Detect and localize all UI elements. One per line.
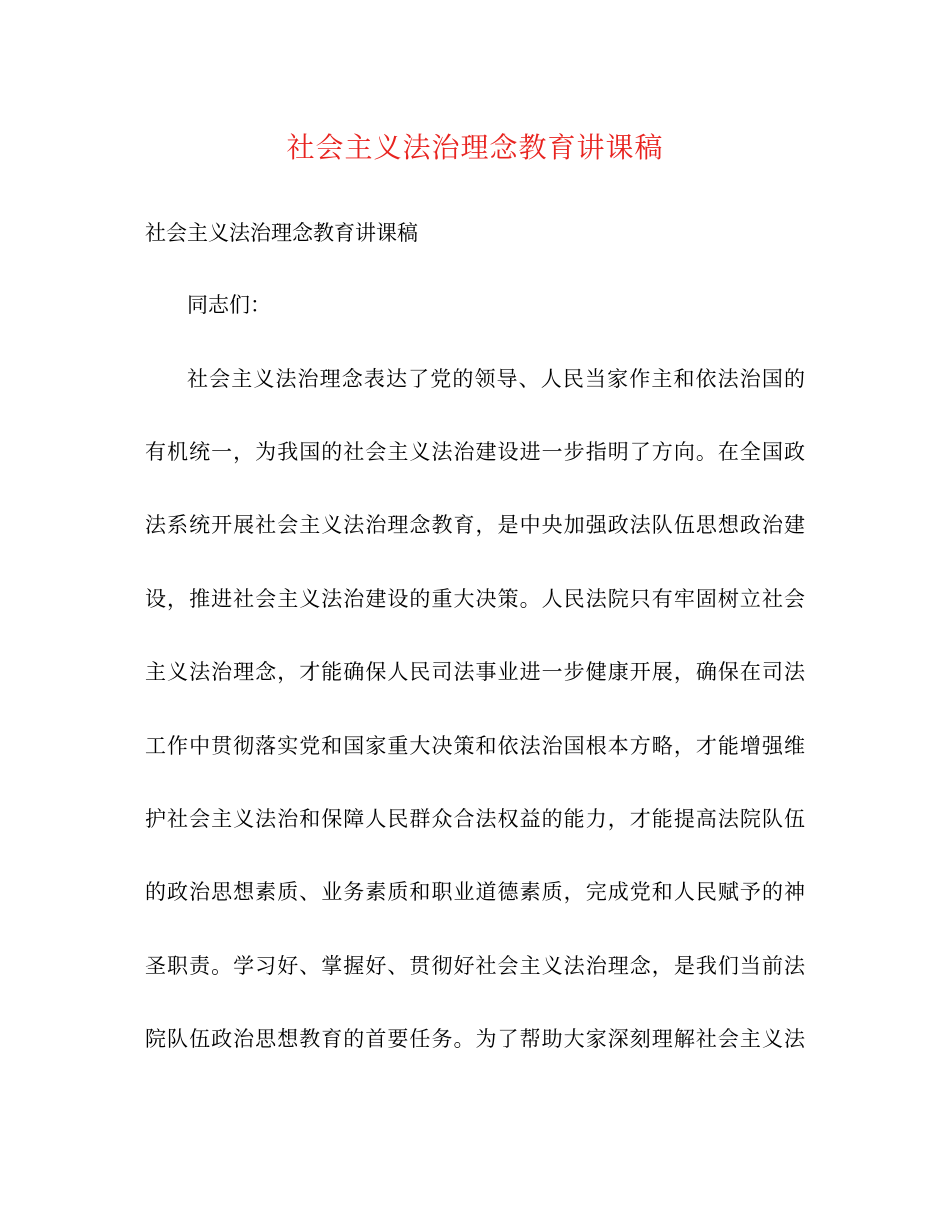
body-line: 社会主义法治理念表达了党的领导、人民当家作主和依法治国的 bbox=[187, 367, 805, 391]
document-subtitle: 社会主义法治理念教育讲课稿 bbox=[145, 221, 418, 245]
greeting: 同志们： bbox=[187, 293, 271, 317]
body-line: 工作中贯彻落实党和国家重大决策和依法治国根本方略，才能增强维 bbox=[145, 734, 805, 758]
body-line: 有机统一，为我国的社会主义法治建设进一步指明了方向。在全国政 bbox=[145, 440, 805, 464]
body-line: 法系统开展社会主义法治理念教育，是中央加强政法队伍思想政治建 bbox=[145, 513, 805, 537]
body-line: 主义法治理念，才能确保人民司法事业进一步健康开展，确保在司法 bbox=[145, 660, 805, 684]
body-line: 的政治思想素质、业务素质和职业道德素质，完成党和人民赋予的神 bbox=[145, 880, 805, 904]
body-line: 设，推进社会主义法治建设的重大决策。人民法院只有牢固树立社会 bbox=[145, 587, 805, 611]
document-title: 社会主义法治理念教育讲课稿 bbox=[286, 131, 664, 164]
body-line: 圣职责。学习好、掌握好、贯彻好社会主义法治理念，是我们当前法 bbox=[145, 954, 805, 978]
body-line: 护社会主义法治和保障人民群众合法权益的能力，才能提高法院队伍 bbox=[145, 807, 805, 831]
body-line: 院队伍政治思想教育的首要任务。为了帮助大家深刻理解社会主义法 bbox=[145, 1027, 805, 1051]
